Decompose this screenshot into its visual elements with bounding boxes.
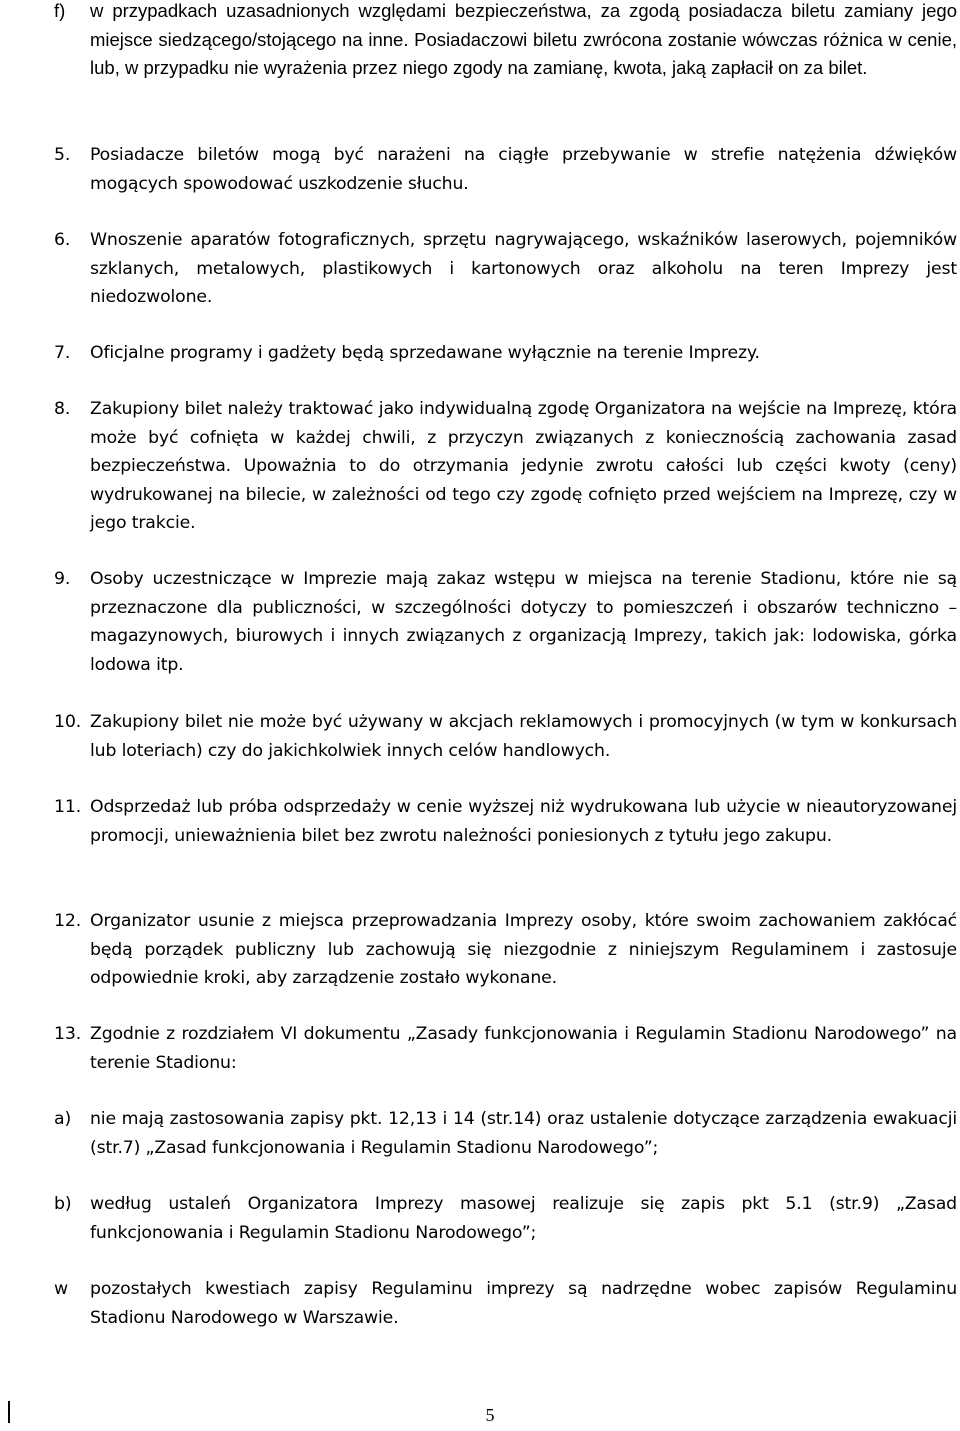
list-marker: b) (54, 1194, 72, 1214)
list-item-text: Osoby uczestniczące w Imprezie mają zakaz wstępu w miejsca na terenie Stadionu, które nie są przeznaczone dla publiczności, w szczególności dotyczy to pomieszczeń i obszarów techniczno – magazynowych, biurowych i innych związanych z organizacją Imprezy, takich jak: lodowiska, górka lodowa itp. (90, 569, 957, 675)
list-item-9 (54, 565, 957, 679)
list-item-b (54, 1190, 957, 1247)
margin-bar (8, 1401, 10, 1423)
list-item-f (54, 0, 957, 83)
list-marker: a) (54, 1109, 72, 1129)
list-item-6 (54, 226, 957, 312)
list-marker: 13. (54, 1024, 82, 1044)
list-marker: 6. (54, 230, 71, 250)
list-item-text: Oficjalne programy i gadżety będą sprzedawane wyłącznie na terenie Imprezy. (90, 343, 760, 363)
list-item-text: nie mają zastosowania zapisy pkt. 12,13 i 14 (str.14) oraz ustalenie dotyczące zarządzenia ewakuacji (str.7) „Zasad funkcjonowania i Regulamin Stadionu Narodowego”; (90, 1109, 957, 1158)
list-marker: 8. (54, 399, 71, 419)
list-marker: 9. (54, 569, 71, 589)
list-item-5 (54, 141, 957, 198)
list-marker: 7. (54, 343, 71, 363)
list-item-w (54, 1275, 957, 1332)
list-item-text: Zgodnie z rozdziałem VI dokumentu „Zasady funkcjonowania i Regulamin Stadionu Narodowego” na terenie Stadionu: (90, 1024, 957, 1073)
list-item-11 (54, 793, 957, 850)
list-item-text: w przypadkach uzasadnionych względami bezpieczeństwa, za zgodą posiadacza biletu zamiany jego miejsce siedzącego/stojącego na inne. Posiadaczowi biletu zwrócona zostanie wówczas różnica w cenie, lub, w przypadku nie wyrażenia przez niego zgody na zamianę, kwota, jaką zapłacił on za bilet. (90, 0, 957, 78)
list-item-text: Organizator usunie z miejsca przeprowadzania Imprezy osoby, które swoim zachowaniem zakłócać będą porządek publiczny lub zachowują się niezgodnie z niniejszym Regulaminem i zastosuje odpowiednie kroki, aby zarządzenie zostało wykonane. (90, 911, 957, 988)
list-item-7 (54, 339, 957, 368)
list-item-13 (54, 1020, 957, 1077)
list-item-12 (54, 907, 957, 993)
list-item-text: Zakupiony bilet należy traktować jako indywidualną zgodę Organizatora na wejście na Imprezę, która może być cofnięta w każdej chwili, z przyczyn związanych z koniecznością zachowania zasad bezpieczeństwa. Upoważnia to do otrzymania jedynie zwrotu całości lub części kwoty (ceny) wydrukowanej na bilecie, w zależności od tego czy zgodę cofnięto przed wejściem na Imprezę, czy w jego trakcie. (90, 399, 957, 533)
list-item-text: pozostałych kwestiach zapisy Regulaminu imprezy są nadrzędne wobec zapisów Regulaminu Stadionu Narodowego w Warszawie. (90, 1279, 957, 1328)
list-marker: 12. (54, 911, 82, 931)
list-item-text: Posiadacze biletów mogą być narażeni na ciągłe przebywanie w strefie natężenia dźwięków mogących spowodować uszkodzenie słuchu. (90, 145, 957, 194)
list-marker: 5. (54, 145, 71, 165)
list-item-8 (54, 395, 957, 538)
list-item-10 (54, 708, 957, 765)
list-marker: 10. (54, 712, 82, 732)
list-item-text: Odsprzedaż lub próba odsprzedaży w cenie wyższej niż wydrukowana lub użycie w nieautoryzowanej promocji, unieważnienia bilet bez zwrotu należności poniesionych z tytułu jego zakupu. (90, 797, 957, 846)
list-item-text: Wnoszenie aparatów fotograficznych, sprzętu nagrywającego, wskaźników laserowych, pojemników szklanych, metalowych, plastikowych i kartonowych oraz alkoholu na teren Imprezy jest niedozwolone. (90, 230, 957, 307)
list-marker: w (54, 1279, 68, 1299)
list-item-text: według ustaleń Organizatora Imprezy masowej realizuje się zapis pkt 5.1 (str.9) „Zasad funkcjonowania i Regulamin Stadionu Narodowego”; (90, 1194, 957, 1243)
page-number: 5 (485, 1405, 495, 1425)
list-item-a (54, 1105, 957, 1162)
list-item-text: Zakupiony bilet nie może być używany w akcjach reklamowych i promocyjnych (w tym w konkursach lub loteriach) czy do jakichkolwiek innych celów handlowych. (90, 712, 957, 761)
list-marker: f) (54, 0, 66, 21)
list-marker: 11. (54, 797, 82, 817)
